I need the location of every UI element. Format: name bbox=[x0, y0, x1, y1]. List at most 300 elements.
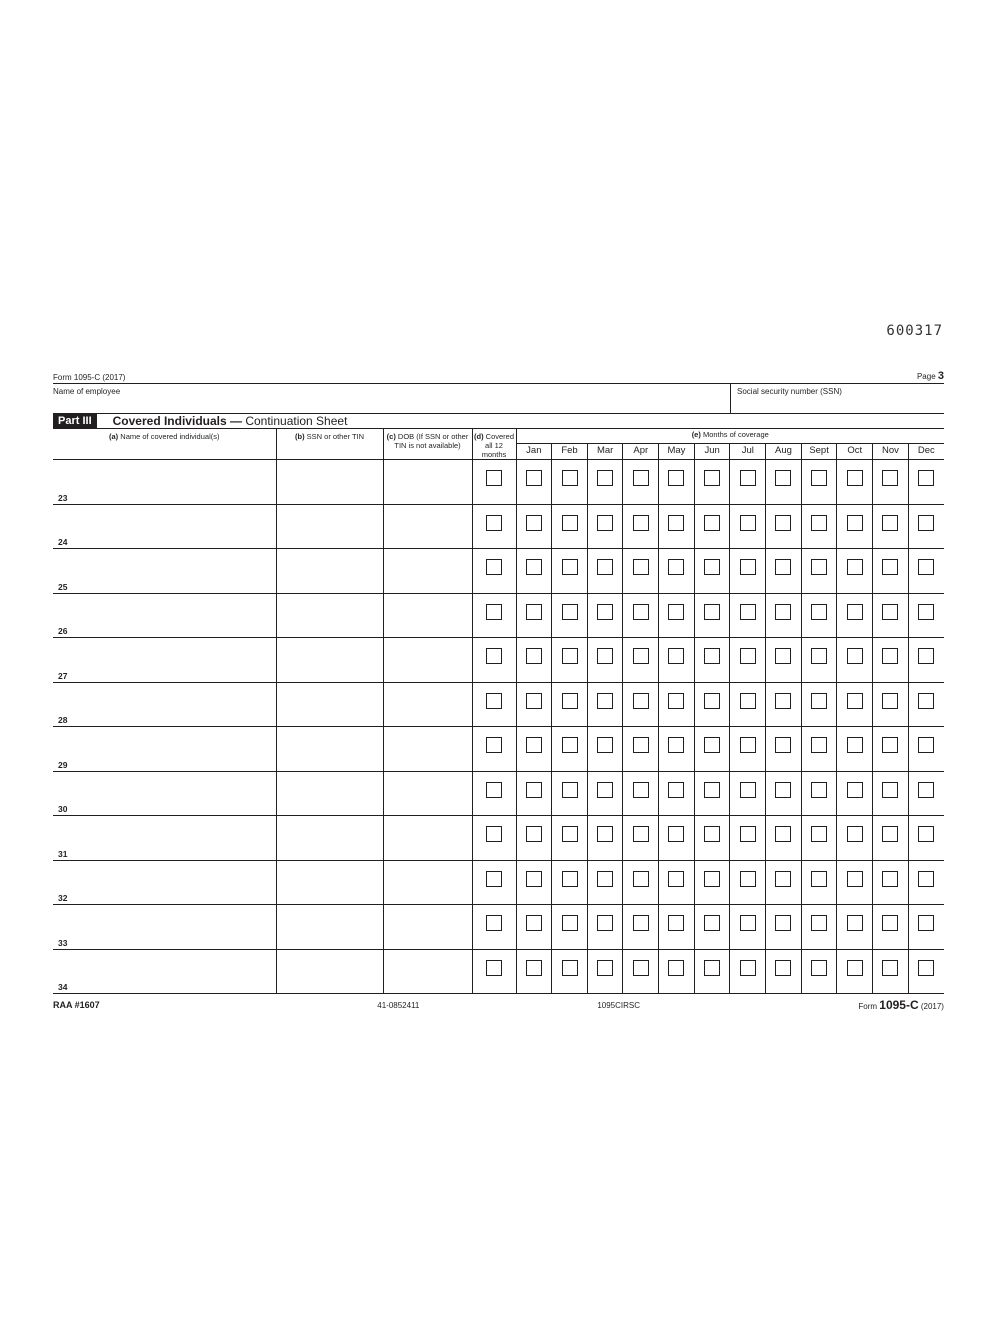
month-checkbox[interactable] bbox=[811, 515, 827, 531]
dob-cell[interactable] bbox=[383, 593, 472, 638]
month-cell bbox=[766, 860, 802, 905]
month-cell bbox=[552, 949, 588, 994]
month-checkbox[interactable] bbox=[526, 782, 542, 798]
month-checkbox[interactable] bbox=[847, 515, 863, 531]
month-checkbox[interactable] bbox=[633, 604, 649, 620]
month-cell bbox=[623, 816, 659, 861]
month-cell bbox=[766, 504, 802, 549]
month-checkbox[interactable] bbox=[740, 915, 756, 931]
part-tag: Part III bbox=[53, 414, 97, 428]
month-checkbox[interactable] bbox=[775, 782, 791, 798]
month-checkbox[interactable] bbox=[526, 559, 542, 575]
month-checkbox[interactable] bbox=[633, 559, 649, 575]
month-cell bbox=[552, 638, 588, 683]
month-checkbox[interactable] bbox=[918, 960, 934, 976]
month-checkbox[interactable] bbox=[811, 915, 827, 931]
month-checkbox[interactable] bbox=[597, 915, 613, 931]
month-checkbox[interactable] bbox=[704, 826, 720, 842]
month-checkbox[interactable] bbox=[668, 470, 684, 486]
month-cell bbox=[659, 727, 695, 772]
month-cell bbox=[587, 727, 623, 772]
table-row bbox=[53, 816, 944, 861]
month-cell bbox=[552, 816, 588, 861]
dob-cell[interactable] bbox=[383, 905, 472, 950]
month-checkbox[interactable] bbox=[740, 559, 756, 575]
column-d-header: (d) Covered all 12 months bbox=[472, 429, 516, 460]
dob-cell[interactable] bbox=[383, 504, 472, 549]
month-checkbox[interactable] bbox=[633, 737, 649, 753]
all-12-months-cell bbox=[472, 771, 516, 816]
month-header: Jul bbox=[730, 444, 766, 460]
ssn-cell[interactable] bbox=[276, 860, 383, 905]
month-cell bbox=[766, 549, 802, 594]
covered-individuals-table bbox=[53, 429, 944, 994]
employee-row bbox=[53, 384, 944, 414]
month-checkbox[interactable] bbox=[562, 871, 578, 887]
employee-name-field[interactable] bbox=[53, 384, 730, 413]
month-checkbox[interactable] bbox=[526, 648, 542, 664]
month-cell bbox=[516, 949, 552, 994]
dob-cell[interactable] bbox=[383, 727, 472, 772]
month-checkbox[interactable] bbox=[562, 648, 578, 664]
month-checkbox[interactable] bbox=[918, 737, 934, 753]
name-cell[interactable] bbox=[53, 638, 276, 683]
month-checkbox[interactable] bbox=[704, 604, 720, 620]
month-checkbox[interactable] bbox=[526, 871, 542, 887]
month-checkbox[interactable] bbox=[775, 693, 791, 709]
month-checkbox[interactable] bbox=[882, 604, 898, 620]
all-12-months-checkbox[interactable] bbox=[486, 782, 502, 798]
month-checkbox[interactable] bbox=[633, 470, 649, 486]
all-12-months-checkbox[interactable] bbox=[486, 470, 502, 486]
month-checkbox[interactable] bbox=[562, 782, 578, 798]
row-number: 29 bbox=[58, 759, 68, 770]
month-checkbox[interactable] bbox=[882, 826, 898, 842]
month-checkbox[interactable] bbox=[847, 559, 863, 575]
month-cell bbox=[516, 593, 552, 638]
month-header: Sept bbox=[801, 444, 837, 460]
month-cell bbox=[837, 727, 873, 772]
month-checkbox[interactable] bbox=[633, 960, 649, 976]
month-checkbox[interactable] bbox=[597, 559, 613, 575]
month-checkbox[interactable] bbox=[704, 559, 720, 575]
month-cell bbox=[730, 905, 766, 950]
month-checkbox[interactable] bbox=[882, 915, 898, 931]
month-checkbox[interactable] bbox=[597, 826, 613, 842]
month-checkbox[interactable] bbox=[526, 470, 542, 486]
month-cell bbox=[623, 905, 659, 950]
all-12-months-checkbox[interactable] bbox=[486, 604, 502, 620]
month-cell bbox=[908, 460, 944, 505]
month-checkbox[interactable] bbox=[562, 515, 578, 531]
month-cell bbox=[552, 771, 588, 816]
month-checkbox[interactable] bbox=[526, 693, 542, 709]
column-a-header: (a) Name of covered individual(s) bbox=[53, 429, 276, 460]
month-checkbox[interactable] bbox=[847, 737, 863, 753]
table-row bbox=[53, 504, 944, 549]
month-checkbox[interactable] bbox=[668, 871, 684, 887]
page-number: 3 bbox=[937, 370, 944, 382]
all-12-months-cell bbox=[472, 682, 516, 727]
ssn-cell[interactable] bbox=[276, 638, 383, 683]
month-cell bbox=[623, 771, 659, 816]
month-cell bbox=[837, 504, 873, 549]
dob-cell[interactable] bbox=[383, 460, 472, 505]
ssn-cell[interactable] bbox=[276, 682, 383, 727]
month-checkbox[interactable] bbox=[597, 737, 613, 753]
month-checkbox[interactable] bbox=[704, 782, 720, 798]
month-cell bbox=[837, 593, 873, 638]
month-checkbox[interactable] bbox=[740, 515, 756, 531]
month-cell bbox=[587, 593, 623, 638]
month-cell bbox=[766, 460, 802, 505]
month-header: Mar bbox=[587, 444, 623, 460]
month-checkbox[interactable] bbox=[918, 915, 934, 931]
month-checkbox[interactable] bbox=[918, 782, 934, 798]
ssn-cell[interactable] bbox=[276, 949, 383, 994]
month-checkbox[interactable] bbox=[633, 826, 649, 842]
all-12-months-checkbox[interactable] bbox=[486, 871, 502, 887]
month-checkbox[interactable] bbox=[775, 470, 791, 486]
all-12-months-cell bbox=[472, 905, 516, 950]
month-cell bbox=[659, 905, 695, 950]
name-cell[interactable] bbox=[53, 816, 276, 861]
month-cell bbox=[694, 638, 730, 683]
dob-cell[interactable] bbox=[383, 816, 472, 861]
name-cell[interactable] bbox=[53, 593, 276, 638]
month-cell bbox=[837, 905, 873, 950]
month-checkbox[interactable] bbox=[740, 871, 756, 887]
month-checkbox[interactable] bbox=[526, 515, 542, 531]
month-checkbox[interactable] bbox=[562, 915, 578, 931]
month-checkbox[interactable] bbox=[633, 871, 649, 887]
month-checkbox[interactable] bbox=[918, 515, 934, 531]
month-cell bbox=[908, 549, 944, 594]
month-checkbox[interactable] bbox=[633, 915, 649, 931]
month-checkbox[interactable] bbox=[847, 960, 863, 976]
month-checkbox[interactable] bbox=[526, 960, 542, 976]
month-checkbox[interactable] bbox=[704, 915, 720, 931]
month-checkbox[interactable] bbox=[526, 915, 542, 931]
dob-cell[interactable] bbox=[383, 771, 472, 816]
month-cell bbox=[587, 638, 623, 683]
all-12-months-cell bbox=[472, 593, 516, 638]
month-checkbox[interactable] bbox=[597, 515, 613, 531]
month-checkbox[interactable] bbox=[847, 470, 863, 486]
month-checkbox[interactable] bbox=[775, 559, 791, 575]
name-cell[interactable] bbox=[53, 905, 276, 950]
month-cell bbox=[801, 816, 837, 861]
month-checkbox[interactable] bbox=[704, 737, 720, 753]
month-cell bbox=[552, 727, 588, 772]
month-checkbox[interactable] bbox=[918, 871, 934, 887]
all-12-months-checkbox[interactable] bbox=[486, 960, 502, 976]
month-cell bbox=[516, 638, 552, 683]
month-checkbox[interactable] bbox=[811, 782, 827, 798]
table-row bbox=[53, 727, 944, 772]
month-checkbox[interactable] bbox=[811, 604, 827, 620]
row-number: 28 bbox=[58, 715, 68, 725]
month-checkbox[interactable] bbox=[704, 648, 720, 664]
month-checkbox[interactable] bbox=[811, 559, 827, 575]
month-checkbox[interactable] bbox=[740, 604, 756, 620]
month-cell bbox=[730, 816, 766, 861]
month-cell bbox=[659, 682, 695, 727]
all-12-months-cell bbox=[472, 460, 516, 505]
name-cell[interactable] bbox=[53, 771, 276, 816]
ssn-cell[interactable] bbox=[276, 593, 383, 638]
month-cell bbox=[516, 727, 552, 772]
month-checkbox[interactable] bbox=[775, 915, 791, 931]
row-number: 25 bbox=[58, 581, 68, 592]
month-checkbox[interactable] bbox=[526, 826, 542, 842]
month-cell bbox=[908, 905, 944, 950]
month-checkbox[interactable] bbox=[918, 693, 934, 709]
month-cell bbox=[694, 727, 730, 772]
month-cell bbox=[873, 727, 909, 772]
form-1095c-page bbox=[53, 368, 944, 1012]
month-cell bbox=[730, 860, 766, 905]
all-12-months-checkbox[interactable] bbox=[486, 826, 502, 842]
month-checkbox[interactable] bbox=[811, 693, 827, 709]
month-checkbox[interactable] bbox=[597, 604, 613, 620]
month-checkbox[interactable] bbox=[882, 470, 898, 486]
month-checkbox[interactable] bbox=[668, 826, 684, 842]
month-checkbox[interactable] bbox=[668, 604, 684, 620]
month-cell bbox=[694, 504, 730, 549]
month-cell bbox=[908, 727, 944, 772]
month-checkbox[interactable] bbox=[633, 648, 649, 664]
month-checkbox[interactable] bbox=[597, 960, 613, 976]
month-header: Oct bbox=[837, 444, 873, 460]
month-checkbox[interactable] bbox=[775, 515, 791, 531]
month-cell bbox=[801, 593, 837, 638]
month-checkbox[interactable] bbox=[740, 648, 756, 664]
name-cell[interactable] bbox=[53, 860, 276, 905]
ssn-cell[interactable] bbox=[276, 771, 383, 816]
month-cell bbox=[623, 504, 659, 549]
month-cell bbox=[623, 682, 659, 727]
month-checkbox[interactable] bbox=[668, 737, 684, 753]
month-checkbox[interactable] bbox=[668, 960, 684, 976]
name-cell[interactable] bbox=[53, 682, 276, 727]
month-checkbox[interactable] bbox=[597, 782, 613, 798]
month-checkbox[interactable] bbox=[811, 648, 827, 664]
ssn-cell[interactable] bbox=[276, 816, 383, 861]
ssn-cell[interactable] bbox=[276, 727, 383, 772]
month-cell bbox=[837, 460, 873, 505]
month-checkbox[interactable] bbox=[597, 470, 613, 486]
month-checkbox[interactable] bbox=[918, 648, 934, 664]
month-checkbox[interactable] bbox=[597, 648, 613, 664]
month-checkbox[interactable] bbox=[740, 826, 756, 842]
month-checkbox[interactable] bbox=[882, 737, 898, 753]
month-checkbox[interactable] bbox=[668, 782, 684, 798]
month-checkbox[interactable] bbox=[847, 782, 863, 798]
month-checkbox[interactable] bbox=[775, 960, 791, 976]
dob-cell[interactable] bbox=[383, 549, 472, 594]
table-row bbox=[53, 860, 944, 905]
month-cell bbox=[873, 682, 909, 727]
ssn-cell[interactable] bbox=[276, 905, 383, 950]
month-checkbox[interactable] bbox=[918, 559, 934, 575]
month-checkbox[interactable] bbox=[882, 515, 898, 531]
ssn-cell[interactable] bbox=[276, 504, 383, 549]
month-checkbox[interactable] bbox=[740, 960, 756, 976]
month-cell bbox=[766, 771, 802, 816]
month-checkbox[interactable] bbox=[847, 871, 863, 887]
month-checkbox[interactable] bbox=[668, 648, 684, 664]
month-checkbox[interactable] bbox=[633, 782, 649, 798]
month-checkbox[interactable] bbox=[562, 604, 578, 620]
all-12-months-checkbox[interactable] bbox=[486, 648, 502, 664]
month-cell bbox=[873, 905, 909, 950]
ein-code: 41-0852411 bbox=[377, 1000, 420, 1010]
dob-cell[interactable] bbox=[383, 682, 472, 727]
month-checkbox[interactable] bbox=[562, 737, 578, 753]
month-checkbox[interactable] bbox=[775, 826, 791, 842]
month-checkbox[interactable] bbox=[704, 693, 720, 709]
month-header: Apr bbox=[623, 444, 659, 460]
month-checkbox[interactable] bbox=[847, 648, 863, 664]
employee-ssn-field[interactable] bbox=[730, 384, 944, 413]
dob-cell[interactable] bbox=[383, 638, 472, 683]
month-checkbox[interactable] bbox=[918, 604, 934, 620]
month-checkbox[interactable] bbox=[526, 737, 542, 753]
name-cell[interactable] bbox=[53, 727, 276, 772]
month-cell bbox=[766, 682, 802, 727]
month-checkbox[interactable] bbox=[740, 470, 756, 486]
month-checkbox[interactable] bbox=[918, 470, 934, 486]
month-cell bbox=[516, 682, 552, 727]
month-checkbox[interactable] bbox=[882, 693, 898, 709]
row-number: 27 bbox=[58, 670, 68, 681]
month-checkbox[interactable] bbox=[597, 693, 613, 709]
month-checkbox[interactable] bbox=[811, 826, 827, 842]
column-c-header: (c) DOB (If SSN or other TIN is not available) bbox=[383, 429, 472, 460]
month-cell bbox=[837, 638, 873, 683]
month-checkbox[interactable] bbox=[562, 470, 578, 486]
all-12-months-checkbox[interactable] bbox=[486, 737, 502, 753]
month-checkbox[interactable] bbox=[562, 960, 578, 976]
month-checkbox[interactable] bbox=[882, 782, 898, 798]
month-checkbox[interactable] bbox=[562, 693, 578, 709]
month-cell bbox=[801, 638, 837, 683]
month-checkbox[interactable] bbox=[847, 604, 863, 620]
month-checkbox[interactable] bbox=[562, 826, 578, 842]
month-cell bbox=[908, 638, 944, 683]
month-cell bbox=[766, 949, 802, 994]
month-checkbox[interactable] bbox=[597, 871, 613, 887]
month-cell bbox=[623, 727, 659, 772]
month-checkbox[interactable] bbox=[847, 915, 863, 931]
month-checkbox[interactable] bbox=[775, 648, 791, 664]
ssn-cell[interactable] bbox=[276, 460, 383, 505]
all-12-months-checkbox[interactable] bbox=[486, 693, 502, 709]
all-12-months-checkbox[interactable] bbox=[486, 515, 502, 531]
month-checkbox[interactable] bbox=[811, 737, 827, 753]
month-checkbox[interactable] bbox=[704, 470, 720, 486]
month-checkbox[interactable] bbox=[811, 470, 827, 486]
month-checkbox[interactable] bbox=[740, 693, 756, 709]
month-cell bbox=[908, 593, 944, 638]
name-cell[interactable] bbox=[53, 949, 276, 994]
all-12-months-cell bbox=[472, 816, 516, 861]
month-cell bbox=[730, 593, 766, 638]
form-name-footer: Form 1095-C (2017) bbox=[858, 998, 944, 1012]
month-checkbox[interactable] bbox=[847, 693, 863, 709]
month-checkbox[interactable] bbox=[562, 559, 578, 575]
part-title bbox=[113, 414, 348, 428]
month-checkbox[interactable] bbox=[811, 871, 827, 887]
name-cell[interactable] bbox=[53, 504, 276, 549]
month-cell bbox=[837, 816, 873, 861]
row-number: 24 bbox=[58, 537, 68, 547]
month-checkbox[interactable] bbox=[704, 960, 720, 976]
month-checkbox[interactable] bbox=[633, 693, 649, 709]
month-checkbox[interactable] bbox=[740, 737, 756, 753]
month-checkbox[interactable] bbox=[775, 737, 791, 753]
month-cell bbox=[801, 549, 837, 594]
ssn-cell[interactable] bbox=[276, 549, 383, 594]
table-row bbox=[53, 593, 944, 638]
name-cell[interactable] bbox=[53, 460, 276, 505]
row-number: 33 bbox=[58, 937, 68, 948]
name-cell[interactable] bbox=[53, 549, 276, 594]
month-checkbox[interactable] bbox=[668, 515, 684, 531]
month-cell bbox=[516, 504, 552, 549]
month-checkbox[interactable] bbox=[668, 915, 684, 931]
all-12-months-checkbox[interactable] bbox=[486, 915, 502, 931]
month-checkbox[interactable] bbox=[668, 693, 684, 709]
form-label: Form 1095-C (2017) bbox=[53, 373, 126, 382]
month-checkbox[interactable] bbox=[847, 826, 863, 842]
table-row bbox=[53, 638, 944, 683]
table-row bbox=[53, 460, 944, 505]
month-header: Dec bbox=[908, 444, 944, 460]
all-12-months-checkbox[interactable] bbox=[486, 559, 502, 575]
month-cell bbox=[623, 593, 659, 638]
month-checkbox[interactable] bbox=[775, 604, 791, 620]
month-checkbox[interactable] bbox=[882, 648, 898, 664]
month-header: May bbox=[659, 444, 695, 460]
month-cell bbox=[587, 460, 623, 505]
month-cell bbox=[873, 860, 909, 905]
month-cell bbox=[873, 460, 909, 505]
month-checkbox[interactable] bbox=[704, 871, 720, 887]
month-checkbox[interactable] bbox=[668, 559, 684, 575]
month-checkbox[interactable] bbox=[775, 871, 791, 887]
month-checkbox[interactable] bbox=[918, 826, 934, 842]
dob-cell[interactable] bbox=[383, 860, 472, 905]
month-checkbox[interactable] bbox=[882, 960, 898, 976]
month-cell bbox=[837, 682, 873, 727]
month-cell bbox=[516, 905, 552, 950]
month-checkbox[interactable] bbox=[704, 515, 720, 531]
month-checkbox[interactable] bbox=[740, 782, 756, 798]
dob-cell[interactable] bbox=[383, 949, 472, 994]
month-checkbox[interactable] bbox=[882, 559, 898, 575]
month-cell bbox=[552, 860, 588, 905]
month-cell bbox=[801, 860, 837, 905]
month-cell bbox=[873, 638, 909, 683]
month-checkbox[interactable] bbox=[633, 515, 649, 531]
all-12-months-cell bbox=[472, 949, 516, 994]
month-cell bbox=[730, 949, 766, 994]
month-checkbox[interactable] bbox=[526, 604, 542, 620]
month-checkbox[interactable] bbox=[811, 960, 827, 976]
month-checkbox[interactable] bbox=[882, 871, 898, 887]
